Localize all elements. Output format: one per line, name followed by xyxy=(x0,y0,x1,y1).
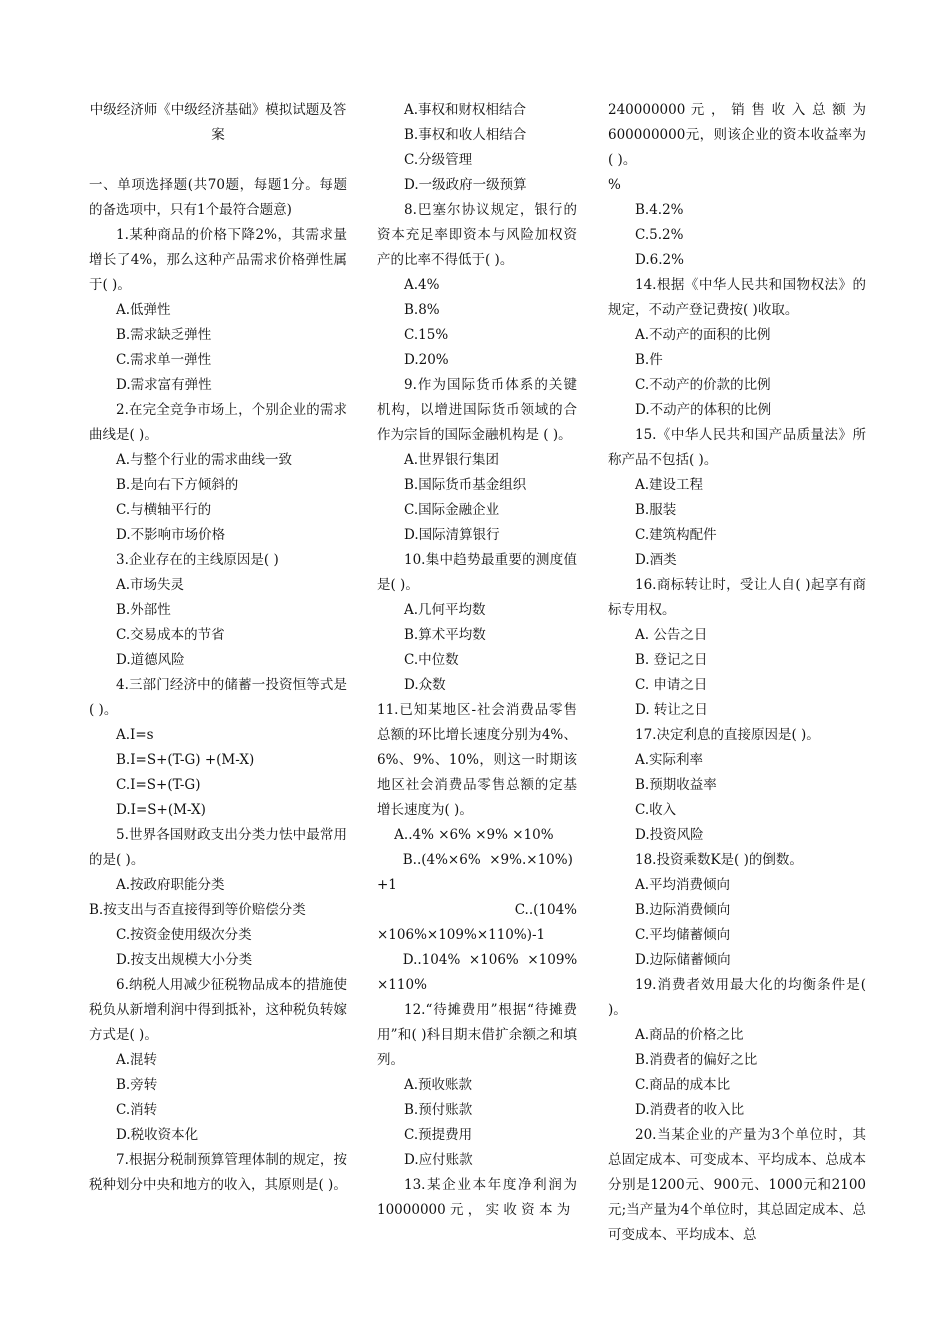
answer-option: D.I=S+(M-X) xyxy=(116,802,206,818)
answer-option: D.应付账款 xyxy=(404,1152,473,1168)
answer-option: A.不动产的面积的比例 xyxy=(635,327,771,343)
paragraph: ×110% xyxy=(377,977,427,993)
answer-option: B.需求缺乏弹性 xyxy=(116,327,212,343)
answer-option: D.道德风险 xyxy=(116,652,185,668)
answer-option: C.按资金使用级次分类 xyxy=(116,927,252,943)
answer-option: C.不动产的价款的比例 xyxy=(635,377,771,393)
answer-option: B.旁转 xyxy=(116,1077,158,1093)
answer-option: B.消费者的偏好之比 xyxy=(635,1052,758,1068)
answer-option: A.I=s xyxy=(116,727,154,743)
question-text: 15.《中华人民共和国产品质量法》所称产品不包括( )。 xyxy=(608,427,866,468)
paragraph: 一、单项选择题(共70题，每题1分。每题的备选项中，只有1个最符合题意) xyxy=(89,177,347,218)
question-text: 12.“待摊费用”根据“待摊费用”和( )科目期末借扩余额之和填列。 xyxy=(377,1002,577,1068)
question-text: 16.商标转让时，受让人自( )起享有商标专用权。 xyxy=(608,577,866,618)
column-right xyxy=(608,98,866,1248)
answer-option: C.5.2% xyxy=(635,227,684,243)
answer-option: A.混转 xyxy=(116,1052,158,1068)
answer-option: A.事权和财权相结合 xyxy=(404,102,527,118)
answer-option: B.按支出与否直接得到等价赔偿分类 xyxy=(89,902,306,918)
answer-option: B.预期收益率 xyxy=(635,777,717,793)
question-text: 9.作为国际货币体系的关键机构，以增进国际货币领域的合作为宗旨的国际金融机构是 ( )。 xyxy=(377,377,577,443)
answer-option: A.世界银行集团 xyxy=(404,452,500,468)
question-text: 1.某种商品的价格下降2%，其需求量增长了4%，那么这种产品需求价格弹性属于( )。 xyxy=(89,227,347,293)
column-middle xyxy=(377,98,577,1223)
paragraph: % xyxy=(608,177,621,193)
column-left xyxy=(89,98,347,1198)
spacer xyxy=(89,148,347,173)
answer-option: D.消费者的收入比 xyxy=(635,1102,745,1118)
answer-option: C.预提费用 xyxy=(404,1127,473,1143)
paragraph: 240000000 元 ， 销 售 收 入 总 额 为600000000元，则该企业的资本收益率为( )。 xyxy=(608,102,866,168)
answer-option: C.消转 xyxy=(116,1102,158,1118)
question-text: 8.巴塞尔协议规定，银行的资本充足率即资本与风险加权资产的比率不得低于( )。 xyxy=(377,202,577,268)
answer-option: C.交易成本的节省 xyxy=(116,627,225,643)
question-text: 13.某企业本年度净利润为10000000 元 ， 实 收 资 本 为 xyxy=(377,1177,577,1218)
answer-option: D.众数 xyxy=(404,677,446,693)
answer-option: A..4% ×6% ×9% ×10% xyxy=(377,827,554,843)
answer-option: D. 转让之日 xyxy=(635,702,708,718)
answer-option: B. 登记之日 xyxy=(635,652,708,668)
answer-option: C.国际金融企业 xyxy=(404,502,500,518)
answer-option: C.商品的成本比 xyxy=(635,1077,731,1093)
answer-option: A.4% xyxy=(404,277,440,293)
paragraph: +1 xyxy=(377,877,397,893)
answer-option: C.平均储蓄倾向 xyxy=(635,927,731,943)
answer-option: C.与横轴平行的 xyxy=(116,502,212,518)
answer-option: A.低弹性 xyxy=(116,302,171,318)
answer-option: A.商品的价格之比 xyxy=(635,1027,744,1043)
answer-option: C.收入 xyxy=(635,802,677,818)
answer-option: B.件 xyxy=(635,352,663,368)
answer-option: B.预付账款 xyxy=(404,1102,473,1118)
answer-option: C.需求单一弹性 xyxy=(116,352,212,368)
question-text: 14.根据《中华人民共和国物权法》的规定，不动产登记费按( )收取。 xyxy=(608,277,866,318)
question-text: 4.三部门经济中的储蓄一投资恒等式是( )。 xyxy=(89,677,347,718)
answer-option: D.按支出规模大小分类 xyxy=(116,952,253,968)
answer-option: A.市场失灵 xyxy=(116,577,185,593)
answer-option: C.建筑构配件 xyxy=(635,527,717,543)
answer-option: B.4.2% xyxy=(635,202,684,218)
answer-option: C.分级管理 xyxy=(404,152,473,168)
answer-option: A.建设工程 xyxy=(635,477,704,493)
answer-option: B.服装 xyxy=(635,502,677,518)
answer-option: C.I=S+(T-G) xyxy=(116,777,201,793)
question-text: 10.集中趋势最重要的测度值是( )。 xyxy=(377,552,577,593)
answer-option: B.是向右下方倾斜的 xyxy=(116,477,239,493)
answer-option: B.算术平均数 xyxy=(404,627,486,643)
document-title: 中级经济师《中级经济基础》模拟试题及答案 xyxy=(89,102,347,143)
answer-option: B.外部性 xyxy=(116,602,171,618)
paragraph: ×106%×109%×110%)-1 xyxy=(377,927,546,943)
question-text: 6.纳税人用减少征税物品成本的措施使税负从新增利润中得到抵补，这种税负转嫁方式是( )。 xyxy=(89,977,347,1043)
answer-option: D.边际储蓄倾向 xyxy=(635,952,731,968)
answer-option: D.不动产的体积的比例 xyxy=(635,402,772,418)
question-text: 5.世界各国财政支出分类力怯中最常用的是( )。 xyxy=(89,827,347,868)
answer-option: C..(104% xyxy=(514,902,577,918)
answer-option: D.投资风险 xyxy=(635,827,704,843)
question-text: 17.决定利息的直接原因是( )。 xyxy=(635,727,820,743)
question-text: 19.消费者效用最大化的均衡条件是( )。 xyxy=(608,977,866,1018)
answer-option: B.事权和收人相结合 xyxy=(404,127,527,143)
answer-option: B..(4%×6% ×9%.×10%) xyxy=(377,852,573,868)
answer-option: B.国际货币基金组织 xyxy=(404,477,527,493)
answer-option: D.不影响市场价格 xyxy=(116,527,226,543)
answer-option: A.预收账款 xyxy=(404,1077,473,1093)
question-text: 20.当某企业的产量为3个单位时，其总固定成本、可变成本、平均成本、总成本分别是1200元、900元、1000元和2100元;当产量为4个单位时，其总固定成本、总可变成本、平均成本、总 xyxy=(608,1127,866,1243)
answer-option: D.20% xyxy=(404,352,449,368)
answer-option: B.边际消费倾向 xyxy=(635,902,731,918)
answer-option: A.与整个行业的需求曲线一致 xyxy=(116,452,293,468)
answer-option: D.税收资本化 xyxy=(116,1127,199,1143)
answer-option: C.15% xyxy=(404,327,449,343)
answer-option: B.I=S+(T-G) +(M-X) xyxy=(116,752,255,768)
question-text: 18.投资乘数K是( )的倒数。 xyxy=(635,852,803,868)
answer-option: D..104% ×106% ×109% xyxy=(377,952,578,968)
question-text: 7.根据分税制预算管理体制的规定，按税种划分中央和地方的收入，其原则是( )。 xyxy=(89,1152,347,1193)
question-text: 3.企业存在的主线原因是( ) xyxy=(116,552,279,568)
answer-option: A.平均消费倾向 xyxy=(635,877,731,893)
answer-option: D.一级政府一级预算 xyxy=(404,177,527,193)
answer-option: C.中位数 xyxy=(404,652,459,668)
answer-option: D.酒类 xyxy=(635,552,677,568)
answer-option: A. 公告之日 xyxy=(635,627,708,643)
answer-option: A.几何平均数 xyxy=(404,602,486,618)
answer-option: A.实际利率 xyxy=(635,752,704,768)
answer-option: B.8% xyxy=(404,302,440,318)
paragraph: 11.已知某地区-社会消费品零售总额的环比增长速度分别为4%、6%、9%、10%，则这一时期该地区社会消费品零售总额的定基增长速度为( )。 xyxy=(377,702,577,818)
answer-option: D.国际清算银行 xyxy=(404,527,500,543)
question-text: 2.在完全竞争市场上，个别企业的需求曲线是( )。 xyxy=(89,402,347,443)
answer-option: C. 申请之日 xyxy=(635,677,708,693)
answer-option: D.需求富有弹性 xyxy=(116,377,212,393)
answer-option: A.按政府职能分类 xyxy=(116,877,225,893)
answer-option: D.6.2% xyxy=(635,252,684,268)
